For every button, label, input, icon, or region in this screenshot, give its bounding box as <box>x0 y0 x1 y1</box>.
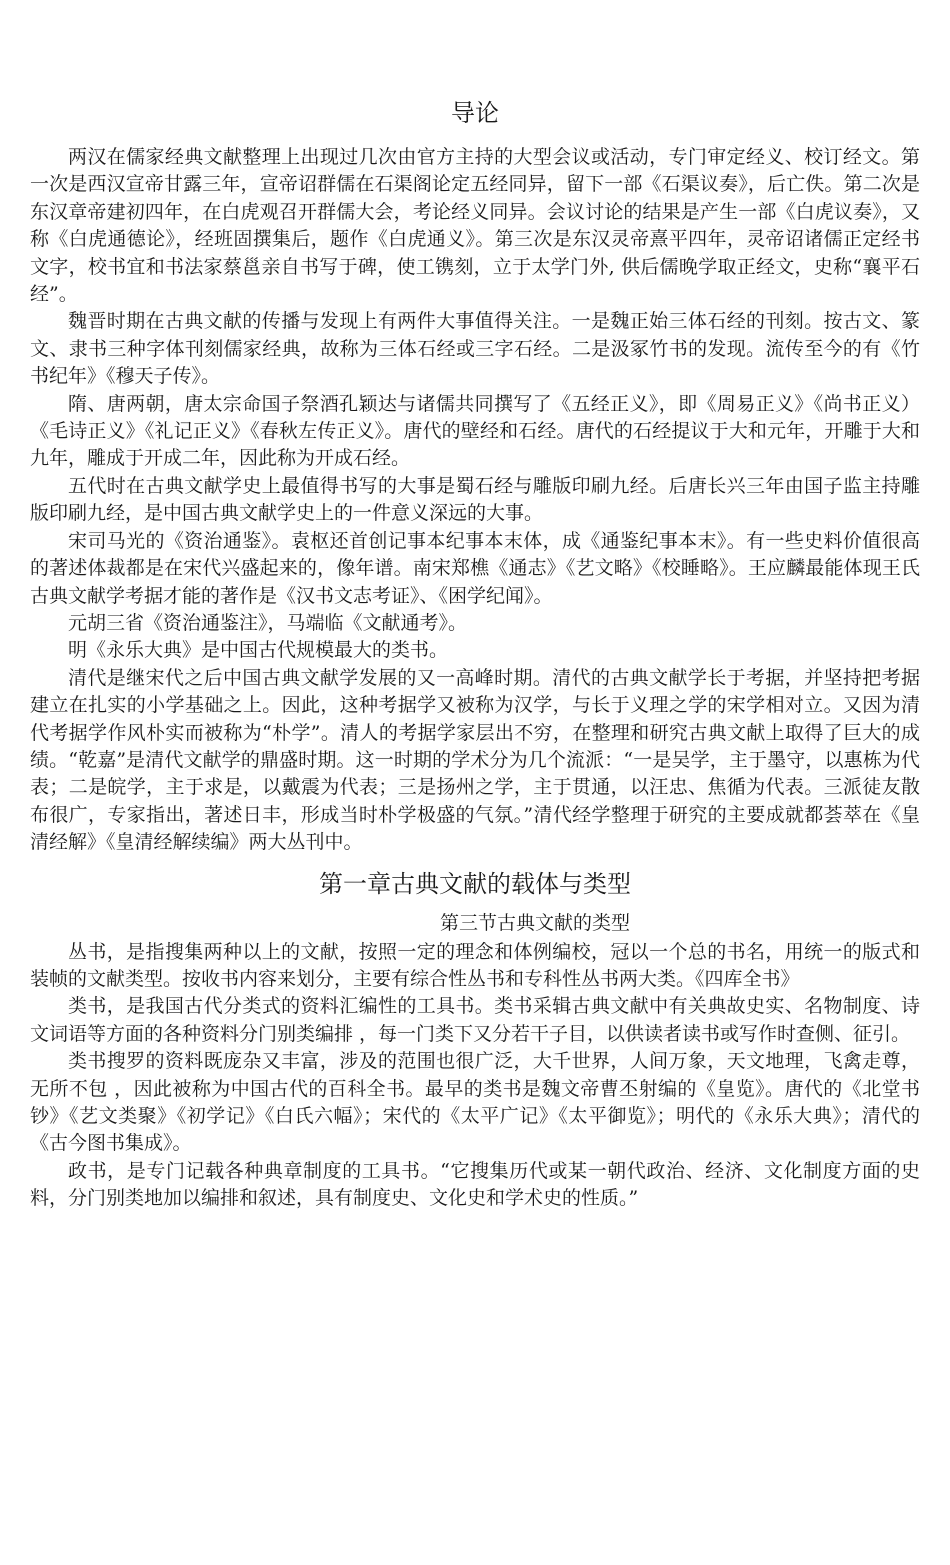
document-page <box>30 96 920 1213</box>
section-paragraph-leishu: 类书，是我国古代分类式的资料汇编性的工具书。类书采辑古典文献中有关典故史实、名物制度、诗文词语等方面的各种资料分门别类编排 ，每一门类下又分若干子目，以供读者读书或写作时查侧、征引。 <box>30 995 920 1045</box>
intro-paragraph-weijin: 魏晋时期在古典文献的传播与发现上有两件大事值得关注。一是魏正始三体石经的刊刻。按古文、篆文、隶书三种字体刊刻儒家经典，故称为三体石经或三字石经。二是汲冢竹书的发现。流传至今的有《竹书纪年》《穆天子传》。 <box>30 310 920 388</box>
intro-paragraph-ming: 明《永乐大典》是中国古代规模最大的类书。 <box>68 639 449 662</box>
intro-paragraph-suitang: 隋、唐两朝，唐太宗命国子祭酒孔颖达与诸儒共同撰写了《五经正义》，即《周易正义》《尚书正义）《毛诗正义》《礼记正义》《春秋左传正义》。唐代的壁经和石经。唐代的石经提议于大和元年，开雕于大和九年，雕成于开成二年，因此称为开成石经。 <box>30 392 920 470</box>
section-paragraph-congshu: 丛书，是指搜集两种以上的文献，按照一定的理念和体例编校，冠以一个总的书名，用统一的版式和装帧的文献类型。按收书内容来划分，主要有综合性丛书和专科性丛书两大类。《四库全书》 <box>30 940 920 990</box>
intro-paragraph-qing: 清代是继宋代之后中国古典文献学发展的又一高峰时期。清代的古典文献学长于考据，并坚持把考据建立在扎实的小学基础之上。因此，这种考据学又被称为汉学，与长于义理之学的宋学相对立。又因为清代考据学作风朴实而被称为“朴学”。清人的考据学家层出不穷，在整理和研究古典文献上取得了巨大的成绩。“乾嘉”是清代文献学的鼎盛时期。这一时期的学术分为几个流派：“一是吴学，主于墨守，以惠栋为代表；二是皖学，主于求是，以戴震为代表；三是扬州之学，主于贯通，以汪忠、焦循为代表。三派徒友散布很广，专家指出，著述日丰，形成当时朴学极盛的气氛。”清代经学整理于研究的主要成就都荟萃在《皇清经解》《皇清经解续编》两大丛刊中。 <box>30 666 920 854</box>
intro-paragraph-song: 宋司马光的《资治通鉴》。袁枢还首创记事本纪事本末体，成《通鉴纪事本末》。有一些史料价值很高的著述体裁都是在宋代兴盛起来的，像年谱。南宋郑樵《通志》《艺文略》《校睡略》。王应麟最能体现王氏古典文献学考据才能的著作是《汉书文志考证》、《困学纪闻》。 <box>30 529 920 607</box>
intro-paragraph-wudai: 五代时在古典文献学史上最值得书写的大事是蜀石经与雕版印刷九经。后唐长兴三年由国子监主持雕版印刷九经，是中国古典文献学史上的一件意义深远的大事。 <box>30 474 920 525</box>
chapter-title: 第一章古典文献的载体与类型 <box>319 869 631 898</box>
section-paragraph-zhengshu: 政书，是专门记载各种典章制度的工具书。“它搜集历代或某一朝代政治、经济、文化制度方面的史料，分门别类地加以编排和叙述，具有制度史、文化史和学术史的性质。” <box>30 1159 920 1210</box>
section-paragraph-leishu-scope: 类书搜罗的资料既庞杂又丰富，涉及的范围也很广泛，大千世界，人间万象，天文地理，飞禽走尊，无所不包 ，因此被称为中国古代的百科全书。最早的类书是魏文帝曹丕射编的《皇览》。唐代的《北堂书钞》《艺文类聚》《初学记》《白氏六幅》；宋代的《太平广记》《太平御览》；明代的《永乐大典》；清代的《古今图书集成》。 <box>30 1050 920 1155</box>
section-title: 第三节古典文献的类型 <box>439 911 630 934</box>
intro-title: 导论 <box>451 99 499 127</box>
intro-paragraph-han: 两汉在儒家经典文献整理上出现过几次由官方主持的大型会议或活动，专门审定经义、校订经文。第一次是西汉宣帝甘露三年，宣帝诏群儒在石渠阁论定五经同异，留下一部《石渠议奏》，后亡佚。第二次是东汉章帝建初四年，在白虎观召开群儒大会，考论经义同异。会议讨论的结果是产生一部《白虎议奏》，又称《白虎通德论》，经班固撰集后，题作《白虎通义》。第三次是东汉灵帝熹平四年，灵帝诏诸儒正定经书文字，校书宜和书法家蔡邕亲自书写于碑，使工镌刻，立于太学门外, 供后儒晚学取正经文，史称“襄平石经”。 <box>30 146 920 306</box>
intro-paragraph-yuan: 元胡三省《资治通鉴注》，马端临《文献通考》。 <box>68 611 468 634</box>
